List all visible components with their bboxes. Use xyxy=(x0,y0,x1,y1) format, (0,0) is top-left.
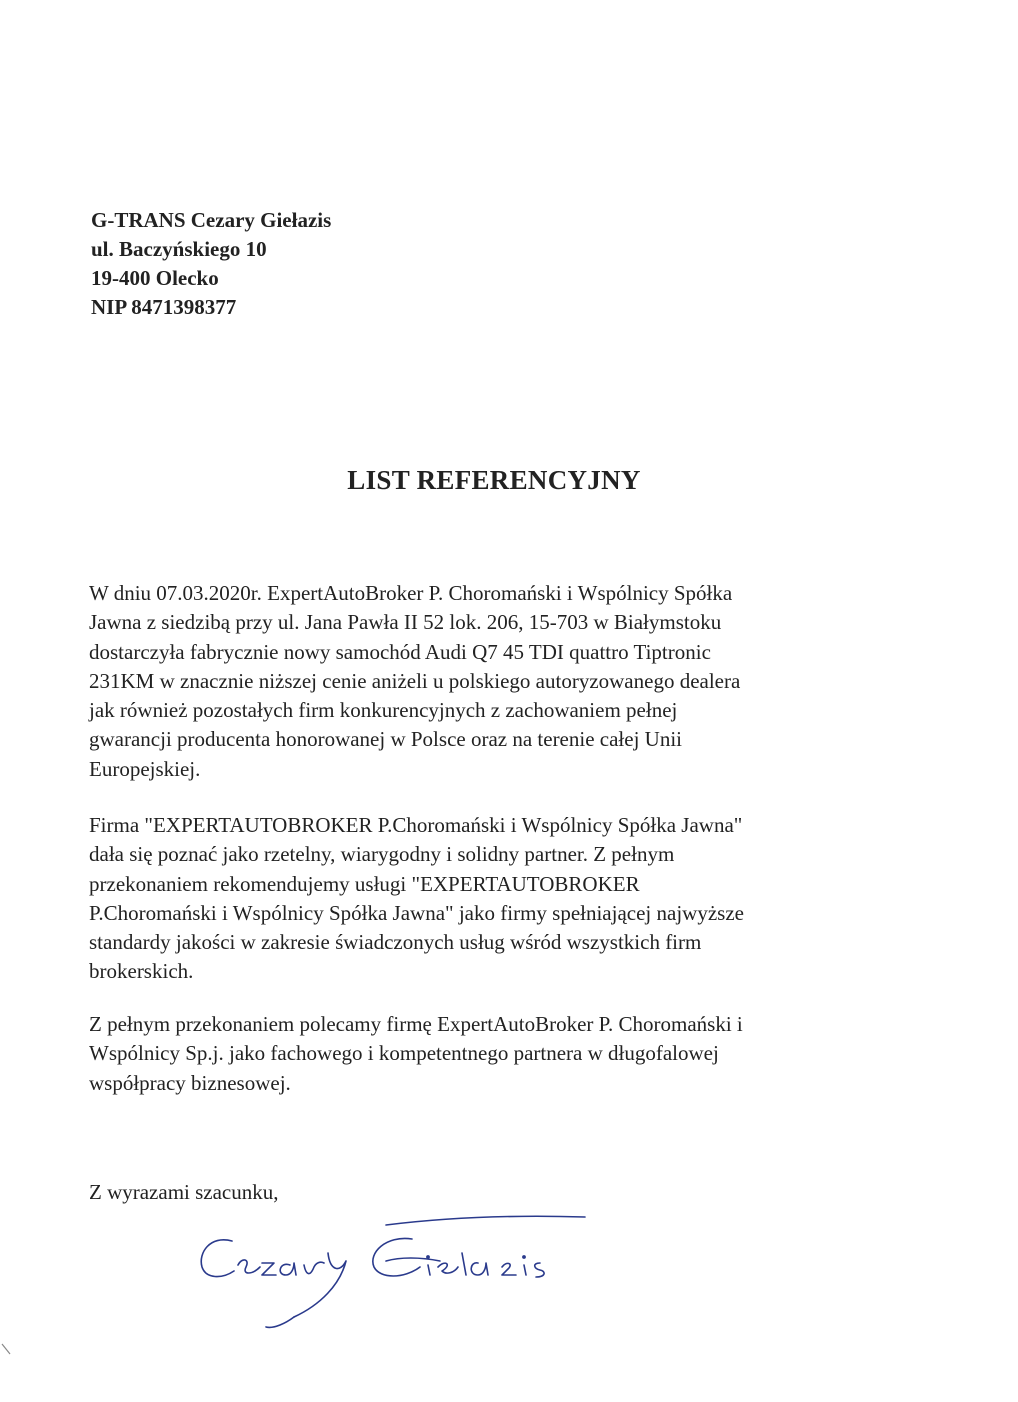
paragraph-line: Z pełnym przekonaniem polecamy firmę ExpertAutoBroker P. Choromański i xyxy=(89,1012,743,1036)
paragraph-line: 231KM w znacznie niższej cenie aniżeli u polskiego autoryzowanego dealera xyxy=(89,668,741,693)
paragraph-line: W dniu 07.03.2020r. ExpertAutoBroker P. Choromański i Wspólnicy Spółka xyxy=(89,581,733,605)
paragraph-line: dała się poznać jako rzetelny, wiarygodny i solidny partner. Z pełnym xyxy=(89,842,675,867)
paragraph-line: przekonaniem rekomendujemy usługi "EXPERTAUTOBROKER xyxy=(89,871,640,896)
paragraph-line: dostarczyła fabrycznie nowy samochód Audi Q7 45 TDI quattro Tiptronic xyxy=(89,639,711,664)
paragraph-line: Firma "EXPERTAUTOBROKER P.Choromański i Wspólnicy Spółka Jawna" xyxy=(89,813,743,837)
paragraph-line: Jawna z siedzibą przy ul. Jana Pawła II 52 lok. 206, 15-703 w Białymstoku xyxy=(89,610,722,635)
paragraph-2 xyxy=(89,811,889,987)
closing-salutation: Z wyrazami szacunku, xyxy=(89,1180,279,1204)
paragraph-line: Europejskiej. xyxy=(89,756,201,781)
paragraph-line: Wspólnicy Sp.j. jako fachowego i kompetentnego partnera w długofalowej xyxy=(89,1041,719,1066)
paragraph-line: gwarancji producenta honorowanej w Polsce oraz na terenie całej Unii xyxy=(89,727,683,752)
paragraph-line: jak również pozostałych firm konkurencyjnych z zachowaniem pełnej xyxy=(89,698,678,723)
scan-edge-mark xyxy=(0,1340,14,1380)
sender-company: G-TRANS Cezary Giełazis xyxy=(91,208,332,232)
handwritten-signature xyxy=(190,1205,610,1345)
paragraph-line: współpracy biznesowej. xyxy=(89,1070,291,1095)
sender-street: ul. Baczyńskiego 10 xyxy=(91,237,267,261)
paragraph-line: standardy jakości w zakresie świadczonych usług wśród wszystkich firm xyxy=(89,930,702,955)
paragraph-1 xyxy=(89,579,889,784)
sender-nip: NIP 8471398377 xyxy=(91,295,237,319)
paragraph-3 xyxy=(89,1010,889,1098)
sender-city: 19-400 Olecko xyxy=(91,266,219,290)
paragraph-line: P.Choromański i Wspólnicy Spółka Jawna" jako firmy spełniającej najwyższe xyxy=(89,900,744,925)
letter-title: LIST REFERENCYJNY xyxy=(347,465,641,495)
sender-address-block xyxy=(91,206,331,322)
paragraph-line: brokerskich. xyxy=(89,959,194,984)
